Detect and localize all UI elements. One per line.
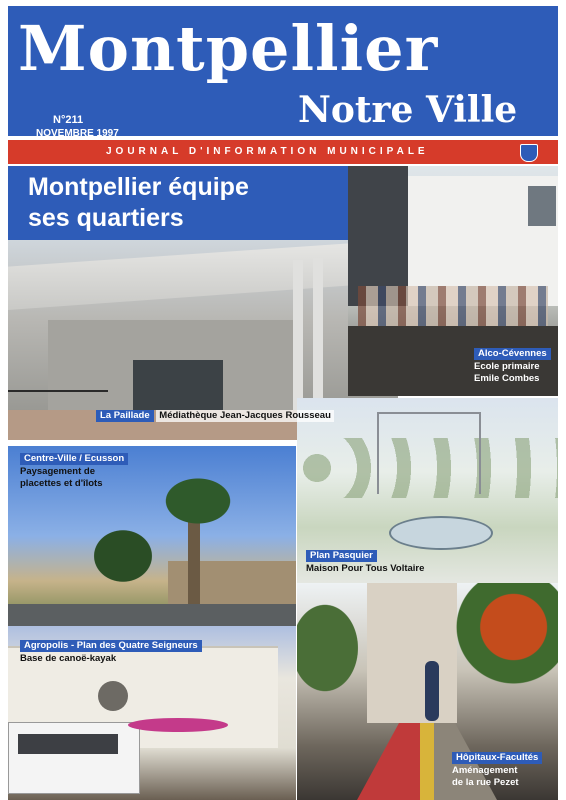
caption-agropolis [20,640,202,665]
caption-place: La Paillade [96,410,154,422]
caption-place: Alco-Cévennes [474,348,551,360]
caption-line: Paysagement de [20,466,95,477]
headline [28,172,249,234]
caption-line: Maison Pour Tous Voltaire [306,563,425,574]
city-crest-icon [520,144,538,162]
caption-line: de la rue Pezet [452,777,519,788]
tagline-band [8,140,558,164]
masthead-title: Montpellier [18,12,439,85]
masthead-subtitle: Notre Ville [298,89,518,131]
caption-line: Aménagement [452,765,518,776]
masthead-header [8,6,558,139]
caption-line: Médiathèque Jean-Jacques Rousseau [156,410,334,422]
tagline: JOURNAL D'INFORMATION MUNICIPALE [106,146,429,157]
caption-alco-cevennes [474,348,551,385]
caption-place: Agropolis - Plan des Quatre Seigneurs [20,640,202,652]
caption-place: Centre-Ville / Ecusson [20,453,128,465]
caption-centre-ville [20,453,128,490]
caption-line: Base de canoë-kayak [20,653,117,664]
caption-place: Plan Pasquier [306,550,377,562]
caption-plan-pasquier [306,550,424,575]
caption-line: placettes et d'îlots [20,478,103,489]
issue-number: N°211 [53,114,84,126]
caption-la-paillade [96,410,334,423]
caption-place: Hôpitaux-Facultés [452,752,542,764]
headline-line-1: Montpellier équipe [28,173,249,201]
headline-line-2: ses quartiers [28,204,184,232]
caption-hopitaux-facultes [452,752,542,789]
issue-month: NOVEMBRE 1997 [36,128,119,139]
caption-line: Emile Combes [474,373,540,384]
caption-line: Ecole primaire [474,361,540,372]
headline-box [8,166,348,240]
